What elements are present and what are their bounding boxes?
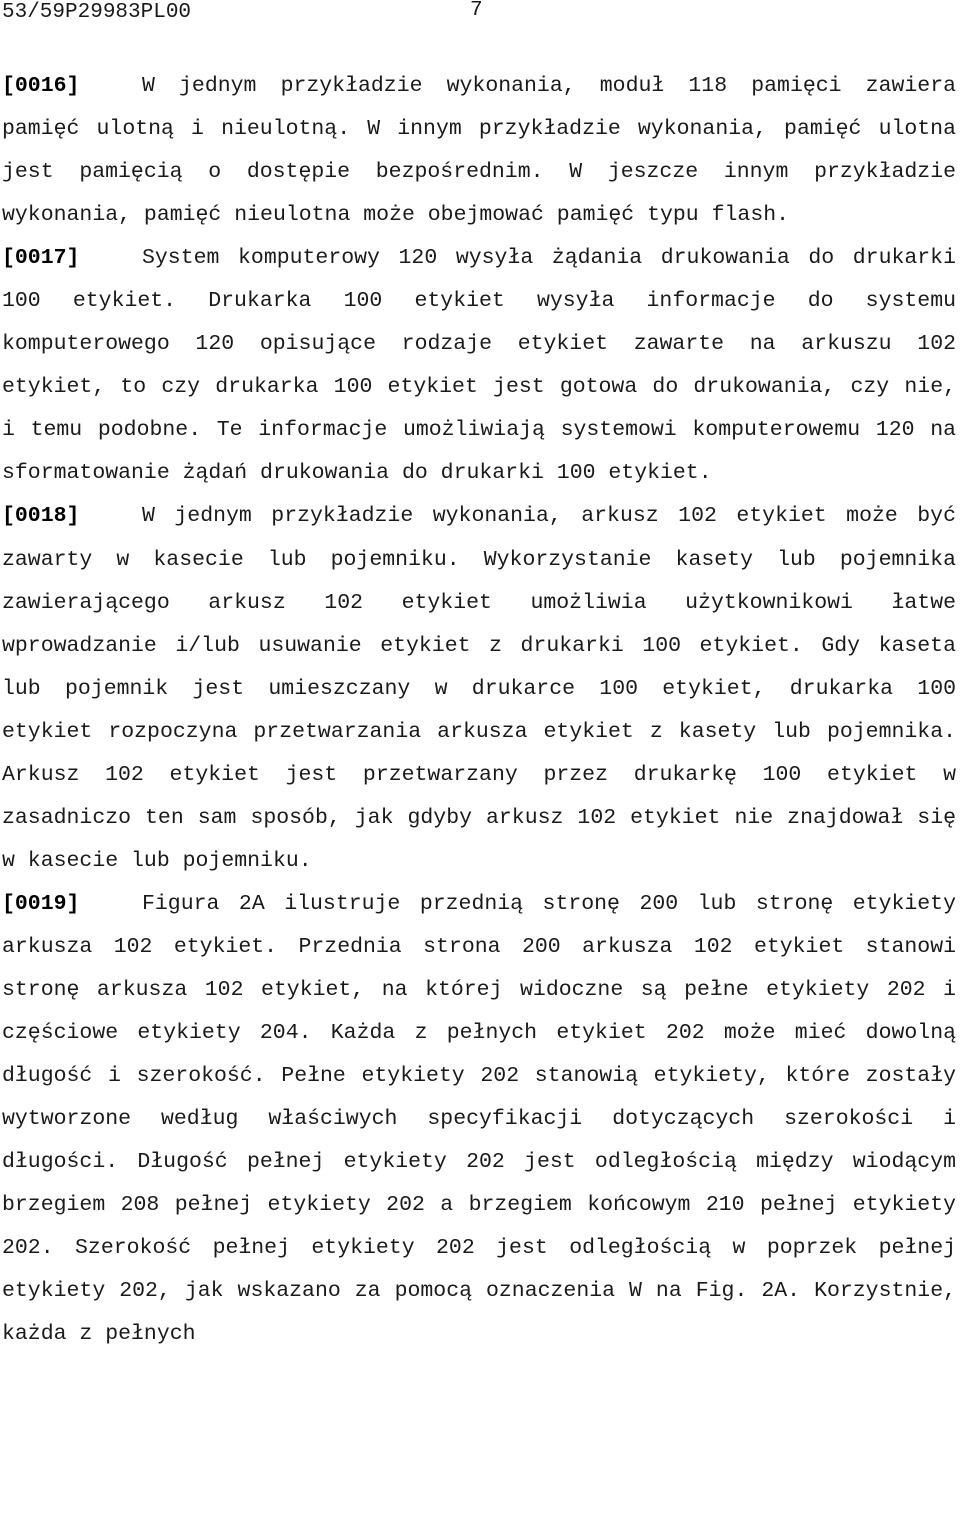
document-id: 53/59P29983PL00 [2,1,192,24]
paragraph-text: Figura 2A ilustruje przednią stronę 200 lub stronę etykiety arkusza 102 etykiet. Przednia strona 200 arkusza 102 etykiet stanowi stronę arkusza 102 etykiet, na której widoczne są pełne etykiety 202 i częściowe etykiety 204. Każda z pełnych etykiet 202 może mieć dowolną długość i szerokość. Pełne etykiety 202 stanowią etykiety, które zostały wytworzone według właściwych specyfikacji dotyczących szerokości i długości. Długość pełnej etykiety 202 jest odległością między wiodącym brzegiem 208 pełnej etykiety 202 a brzegiem końcowym 210 pełnej etykiety 202. Szerokość pełnej etykiety 202 jest odległością w poprzek pełnej etykiety 202, jak wskazano za pomocą oznaczenia W na Fig. 2A. Korzystnie, każda z pełnych [2,891,956,1347]
paragraph-0017 [2,237,956,495]
paragraph-number: [0018] [2,504,80,529]
paragraph-text: W jednym przykładzie wykonania, arkusz 102 etykiet może być zawarty w kasecie lub pojemniku. Wykorzystanie kasety lub pojemnika zawierającego arkusz 102 etykiet umożliwia użytkownikowi łatwe wprowadzanie i/lub usuwanie etykiet z drukarki 100 etykiet. Gdy kaseta lub pojemnik jest umieszczany w drukarce 100 etykiet, drukarka 100 etykiet rozpoczyna przetwarzania arkusza etykiet z kasety lub pojemnika. Arkusz 102 etykiet jest przetwarzany przez drukarkę 100 etykiet w zasadniczo ten sam sposób, jak gdyby arkusz 102 etykiet nie znajdował się w kasecie lub pojemniku. [2,504,956,873]
paragraph-0019 [2,883,956,1357]
paragraph-number: [0016] [2,74,80,98]
paragraph-text: W jednym przykładzie wykonania, moduł 118 pamięci zawiera pamięć ulotną i nieulotną. W innym przykładzie wykonania, pamięć ulotna jest pamięcią o dostępie bezpośrednim. W jeszcze innym przykładzie wykonania, pamięć nieulotna może obejmować pamięć typu flash. [2,74,956,228]
page-header [0,0,960,28]
paragraph-0016 [2,65,956,237]
paragraph-number: [0019] [2,891,80,916]
document-body [2,65,956,1356]
paragraph-text: System komputerowy 120 wysyła żądania drukowania do drukarki 100 etykiet. Drukarka 100 etykiet wysyła informacje do systemu komputerowego 120 opisujące rodzaje etykiet zawarte na arkuszu 102 etykiet, to czy drukarka 100 etykiet jest gotowa do drukowania, czy nie, i temu podobne. Te informacje umożliwiają systemowi komputerowemu 120 na sformatowanie żądań drukowania do drukarki 100 etykiet. [2,246,956,486]
page-number: 7 [470,0,483,22]
paragraph-0018 [2,495,956,882]
paragraph-number: [0017] [2,246,80,271]
